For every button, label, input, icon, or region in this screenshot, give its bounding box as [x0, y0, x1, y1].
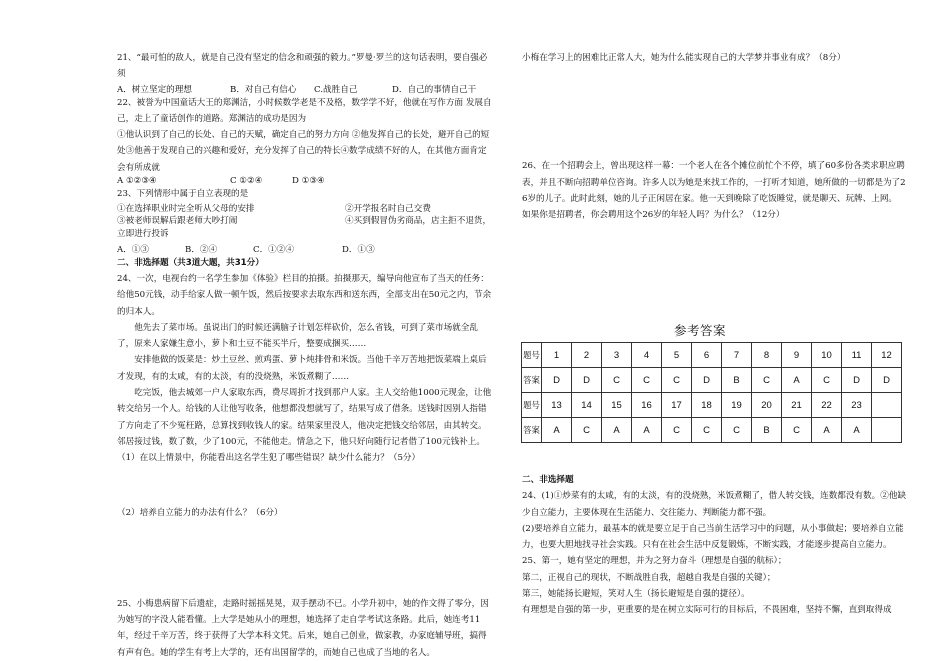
q21-options: [117, 83, 495, 95]
table-cell: C: [632, 368, 662, 393]
table-cell: 22: [812, 393, 842, 418]
num-header-cell: 题号: [522, 393, 542, 418]
table-row: [522, 393, 902, 418]
table-cell: C: [572, 418, 602, 443]
answer-24-1: 24、(1)①炒菜有的太咸，有的太淡，有的没烧熟，米饭煮糊了，借人转交钱，连数都没有数。②他缺少自立能力，主要体现在生活能力、交往能力、判断能力都不强。: [522, 491, 907, 518]
table-cell: D: [872, 368, 902, 393]
q25-stem: 25、小梅患病留下后遗症，走路时摇摇晃晃，双手摆动不已。小学升初中，她的作文得了零分，因为她写的字没人能看懂。上大学是她从小的理想，她选择了走自学考试这条路。此后，她连考11年，经过千辛万苦，终于获得了大学本科文凭。后来，她自己创业，做家教，办家庭辅导班，搞得有声有色。她的学生有考上大学的，还有出国留学的，而她自己也成了当地的名人。: [117, 598, 489, 658]
num-header-cell: 题号: [522, 343, 542, 368]
answer-space: [117, 521, 495, 596]
answer-25-3: 第三，她能扬长避短，笑对人生（扬长避短是自强的捷径）。: [522, 589, 750, 600]
answer-header-cell: 答案: [522, 418, 542, 443]
table-cell: 10: [812, 343, 842, 368]
q23-options: [117, 243, 495, 255]
q24-intro: 24、一次，电视台约一名学生参加《体验》栏目的拍摄。拍摄那天，编导向他宣布了当天的任务：给他50元钱，动手给家人做一顿午饭，然后按要求去取东西和送东西，全部支出在50元之内，节余的归本人。: [117, 273, 492, 317]
answer-25-4: 有理想是自强的第一步，更重要的是在树立实际可行的目标后，不畏困难，坚持不懈，直到取得成: [522, 605, 892, 616]
left-column: [117, 50, 495, 661]
table-cell: D: [842, 368, 872, 393]
q21-option-b: B．对自己有信心: [230, 84, 297, 95]
table-cell: D: [542, 368, 572, 393]
table-cell: B: [752, 418, 782, 443]
q23-option-d: D．①③: [342, 244, 375, 255]
answer-key-title: 参考答案: [674, 323, 727, 338]
q22-option-c: C ①②④: [230, 176, 263, 187]
answer-24-2: (2)要培养自立能力，最基本的就是要立足于自己当前生活学习中的问题，从小事做起；要培养自立能力，也要大胆地找寻社会实践。只有在社会生活中反复锻炼，不断实践，才能逐步提高自立能力。: [522, 523, 904, 551]
table-cell: A: [782, 368, 812, 393]
q23-item-4-start: ④买到假冒伪劣商品，店主拒不退货，: [345, 216, 492, 227]
table-cell: 3: [602, 343, 632, 368]
q22-body: ①他认识到了自己的长处、自己的天赋，确定自己的努力方向 ②他发挥自己的长处，避开自己的短处③他善于发现自己的兴趣和爱好，充分发挥了自己的特长④数学成绩不好的人，在其他方面肯定会有所成就: [117, 130, 490, 173]
q23-option-b: B．②④: [185, 244, 218, 255]
q21-option-c: C.战胜自己: [314, 84, 358, 95]
answer-space: [522, 66, 908, 158]
table-cell: [872, 418, 902, 443]
q24-paragraph-3: 安排他做的饭菜是：炒土豆丝、煎鸡蛋、萝卜炖排骨和米饭。当他千辛万苦地把饭菜端上桌后才发现，有的太咸，有的太淡，有的没烧熟，米饭煮糊了……: [117, 355, 487, 382]
table-row: [522, 368, 902, 393]
table-cell: C: [752, 368, 782, 393]
answer-25-2: 第二，正视自己的现状，不断战胜自我，超越自我是自强的关键）；: [522, 572, 776, 583]
q22-options: [117, 176, 495, 186]
answer-section-heading: 二、非选择题: [522, 475, 574, 485]
answer-25-1: 25、第一，她有坚定的理想，并为之努力奋斗（理想是自强的航标）；: [522, 556, 787, 567]
table-cell: 8: [752, 343, 782, 368]
table-cell: B: [722, 368, 752, 393]
q23-row2: [117, 214, 495, 226]
q21-option-d: D．自己的事情自己干: [392, 84, 477, 95]
table-cell: 14: [572, 393, 602, 418]
q23-item-4-end: 立即进行投诉: [117, 229, 169, 240]
right-column: [522, 50, 908, 223]
answer-explanations: [522, 472, 908, 619]
answer-key-table: [521, 342, 902, 443]
q25-question: 小梅在学习上的困难比正常人大，她为什么能实现自己的大学梦并事业有成？（8分）: [522, 53, 846, 63]
table-cell: D: [692, 368, 722, 393]
table-cell: 1: [542, 343, 572, 368]
table-cell: 5: [662, 343, 692, 368]
table-cell: A: [812, 418, 842, 443]
table-cell: 15: [602, 393, 632, 418]
q24-question-1: （1）在以上情景中，你能看出这名学生犯了哪些错误？缺少什么能力？（5分）: [117, 453, 421, 464]
section-heading-nonchoice: 二、非选择题（共3道大题，共31分）: [117, 257, 264, 268]
q23-stem: 23、下列情形中属于自立表现的是: [117, 189, 249, 200]
q22-stem: 22、被誉为中国童话大王的郑渊洁，小时候数学老是不及格，数学学不好，他就在写作方面 发展自己，走上了童话创作的道路。郑渊洁的成功是因为: [117, 97, 492, 124]
table-cell: C: [662, 368, 692, 393]
q26-stem: 26、在一个招聘会上，曾出现这样一幕：一个老人在各个摊位前忙个不停，填了60多份各类求职应聘表，并且不断向招聘单位咨询。许多人以为她是来找工作的，一打听才知道，她所做的一切都是为了26岁的儿子。此时此刻，她的儿子正闲居在家。他一天到晚除了吃饭睡觉，就是聊天、玩牌、上网。: [522, 161, 906, 204]
table-cell: A: [842, 418, 872, 443]
q23-option-c: C．①②④: [253, 244, 294, 255]
table-cell: A: [542, 418, 572, 443]
table-cell: [872, 393, 902, 418]
table-cell: 12: [872, 343, 902, 368]
q24-paragraph-2: 他先去了菜市场。虽说出门的时候还满脑子计划怎样砍价，怎么省钱，可到了菜市场就全乱了，原来人家嫌生意小，萝卜和土豆不能买半斤，整要成捆买……: [117, 322, 478, 350]
table-cell: 17: [662, 393, 692, 418]
table-cell: C: [692, 418, 722, 443]
table-cell: 16: [632, 393, 662, 418]
q23-item-3: ③被老师误解后跟老师大吵打闹: [117, 216, 238, 227]
table-cell: 4: [632, 343, 662, 368]
table-cell: 21: [782, 393, 812, 418]
table-row: [522, 343, 902, 368]
q23-row1: [117, 202, 495, 214]
table-row: [522, 418, 902, 443]
table-cell: D: [572, 368, 602, 393]
table-cell: C: [662, 418, 692, 443]
q23-item-1: ①在选择职业时完全听从父母的安排: [117, 204, 255, 215]
q22-option-a: A ①②③④: [117, 176, 157, 187]
table-cell: 9: [782, 343, 812, 368]
q24-paragraph-4: 吃完饭，他去城郊一户人家取东西，费尽周折才找到那户人家。主人交给他1000元现金，让他转交给另一个人。给钱的人让他写收条，他想都没想就写了，结果写成了借条。送钱时因别人指错了方向走了不少冤枉路，总算找到收钱人的家。结果家里没人，他决定把钱交给邻居，由其转交。邻居接过钱，数了数，少了100元，不能他走。情急之下，他只好向随行记者借了100元钱补上。: [117, 388, 492, 447]
table-cell: 23: [842, 393, 872, 418]
q23-option-a: A．①③: [117, 244, 149, 255]
table-cell: 19: [722, 393, 752, 418]
q23-item-2: ②开学报名时自己交费: [345, 204, 431, 215]
table-cell: 11: [842, 343, 872, 368]
table-cell: 20: [752, 393, 782, 418]
table-cell: 2: [572, 343, 602, 368]
table-cell: C: [722, 418, 752, 443]
table-cell: C: [812, 368, 842, 393]
table-cell: 7: [722, 343, 752, 368]
table-cell: 13: [542, 393, 572, 418]
q22-option-d: D ①③④: [292, 176, 325, 187]
answer-header-cell: 答案: [522, 368, 542, 393]
q24-question-2: （2）培养自立能力的办法有什么？（6分）: [117, 507, 283, 518]
table-cell: C: [782, 418, 812, 443]
answer-space: [117, 467, 495, 505]
table-cell: A: [632, 418, 662, 443]
q21-option-a: A．树立坚定的理想: [117, 84, 192, 95]
table-cell: A: [602, 418, 632, 443]
table-cell: C: [602, 368, 632, 393]
q21-stem: 21、“最可怕的敌人，就是自己没有坚定的信念和顽强的毅力。”罗曼·罗兰的这句话表明，要自强必须: [117, 53, 488, 80]
table-cell: 6: [692, 343, 722, 368]
table-cell: 18: [692, 393, 722, 418]
q26-question: 如果你是招聘者，你会聘用这个26岁的年轻人吗？为什么？（12分）: [522, 210, 785, 221]
